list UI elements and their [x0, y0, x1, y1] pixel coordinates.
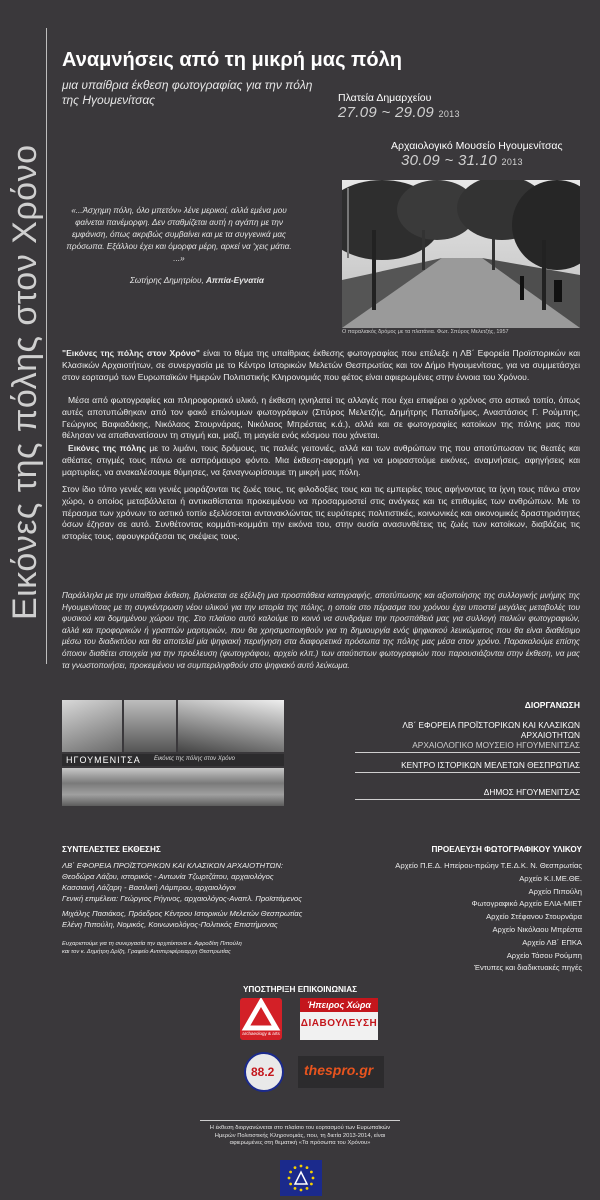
source-item: Έντυπες και διαδικτυακές πηγές — [473, 963, 582, 973]
logo-1-text: archaeology & arts — [242, 1031, 280, 1036]
venue-2-dates: 30.09 ~ 31.10 2013 — [401, 152, 523, 169]
quote-text: «...Άσχημη πόλη, όλο μπετόν» λένε μερικοί, αλλά εμένα μου φαίνεται πανέμορφη. Δεν σταθμίζεται αυτή η αγάπη με την εμφάνιση, όπως ακριβώς συμβαίνει και με τα συγγενικά μας πρόσωπα. Εξάλλου έχει και όμορφα μέρη, αρκεί να 'χεις μάτια. ...» — [66, 206, 292, 263]
paragraph-2: Μέσα από φωτογραφίες και πληροφοριακό υλικό, η έκθεση ιχνηλατεί τις αλλαγές που έχει επιφέρει ο χρόνος στο αστικό τοπίο, όπως αυτές αποτυπώθηκαν από τον φακό επώνυμων φωτογράφων (Σπύρος Μελετζής, Δημήτρης Παπαδήμος, Αναστάσιος Γ. Ρούμπης, Γεώργιος Βαφιαδάκης, Νικόλαος Στουρνάρας, Νικόλαος Μπρέστας κ.ά.), αλλά και σε φωτογραφίες κατοίκων της πόλης μας που θέλησαν να απαθανατίσουν τη στιγμή και, μαζί, τη μαγεία ενός κόσμου που χάνεται. — [62, 395, 580, 441]
support-heading: ΥΠΟΣΤΗΡΙΞΗ ΕΠΙΚΟΙΝΩΝΙΑΣ — [242, 985, 358, 994]
paragraph-3: Εικόνες της πόλης με το λιμάνι, τους δρόμους, τις παλιές γειτονιές, αλλά και των ανθρώπων της που αποτύπωσαν τις θεατές και αθέατες στιγμές τους πάνω σε ασπρόμαυρο φόντο. Μια έκθεση-αφορμή για να μοιραστούμε εικόνες, αναμνήσεις, αφηγήσεις και μαρτυρίες, να ανακαλέσουμε θύμησες, να ξαναγνωρίσουμε τη μικρή μας πόλη. — [62, 443, 581, 477]
source-item: Αρχείο Κ.Ι.ΜΕ.ΘΕ. — [519, 873, 582, 883]
eu-stars-icon — [280, 1160, 322, 1196]
paragraph-5: Παράλληλα με την υπαίθρια έκθεση, βρίσκεται σε εξέλιξη μια προσπάθεια καταγραφής, αποτύπωσης και αξιοποίησης της συλλογικής μνήμης της Ηγουμενίτσας με τη συγκέντρωση νέου υλικού για την ιστορία της πόλης, η οποία στο πέρασμα του χρόνου έχει υποστεί μεγάλες μεταβολές του φυσικού και δομημένου χώρου της. Στο πλαίσιο αυτό καλούμε το κοινό να συνδράμει την προσπάθειά μας για συλλογή παλιών φωτογραφιών, αλλά και προφορικών ή γραπτών μαρτυριών, που θα χρησιμοποιηθούν για τη δημιουργία ενός ψηφιακού λευκώματος που θα είναι διαθέσιμο μέσω του διαδικτύου και θα αποτελεί μία ψηφιακή περιήγηση στα διαφορετικά πρόσωπα της πόλης μας μέσα στον χρόνο. Παρακαλούμε επίσης όποιον διαθέτει στοιχεία για την προέλευση (φωτογράφου, αρχείο κλπ.) των αταύτιστων φωτογραφιών που παρουσιάζονται στην έκθεση, να μας τα γνωστοποιήσει, προκειμένου να συμπεριληφθούν στο ψηφιακό αυτό λεύκωμα. — [62, 591, 580, 670]
thumbnail-collage — [62, 700, 284, 806]
photo-caption: Ο παραλιακός δρόμος με τα πλατάνια. Φωτ. Σπύρος Μελετζής, 1957 — [342, 329, 509, 335]
credits-heading: ΣΥΝΤΕΛΕΣΤΕΣ ΕΚΘΕΣΗΣ — [62, 845, 161, 854]
source-item: Αρχείο Π.Ε.Δ. Ηπείρου-πρώην Τ.Ε.Δ.Κ. Ν. Θεσπρωτίας — [395, 861, 582, 870]
thumb-caption-bar — [62, 754, 284, 766]
source-item: Αρχείο Νικόλαου Μπρέστα — [492, 924, 582, 934]
venue-1 — [338, 92, 460, 121]
vertical-divider — [46, 28, 47, 664]
venue-1-name: Πλατεία Δημαρχείου — [338, 92, 432, 104]
source-item: Αρχείο Στέφανου Στουρνάρα — [486, 912, 582, 922]
paragraph-4: Στον ίδιο τόπο γενιές και γενιές μοιράζονται τις ζωές τους, τις φιλοδοξίες τους και τις εμπειρίες τους αφήνοντας τα ίχνη τους πάνω στον χώρο, ο οποίος μεταβάλλεται ή αντικαθίσταται προκειμένου να προσαρμοστεί στις ανάγκες και τις επιθυμίες των ανθρώπων. Με το πέρασμα των χρόνων το αστικό τοπίο εξελίσσεται αντανακλώντας τις ευρύτερες πολιτιστικές, κοινωνικές και οικονομικές δραστηριότητες όσων έζησαν σε αυτό. Συνθέτοντας κομμάτι-κομμάτι την εικόνα του, στην ουσία ανασυνθέτεις τις ζωές των κατοίκων, διαβάζεις τις ιστορίες τους, αφουγκράζεσαι τις σκέψεις τους. — [62, 484, 580, 542]
credits-line: Κασσιανή Λάζαρη - Βασιλική Λάμπρου, αρχαιολόγοι — [62, 883, 236, 892]
thumb-caption: ΗΓΟΥΜΕΝΙΤΣΑ — [66, 755, 141, 765]
source-item: Αρχείο ΛΒ΄ ΕΠΚΑ — [522, 937, 582, 947]
logo-2-text-a: Ήπειρος Χώρα — [300, 998, 378, 1012]
radio-882-logo — [244, 1052, 284, 1092]
organization-1-name: ΛΒ΄ ΕΦΟΡΕΙΑ ΠΡΟΪΣΤΟΡΙΚΩΝ ΚΑΙ ΚΛΑΣΙΚΩΝ ΑΡΧΑΙΟΤΗΤΩΝ — [402, 720, 580, 740]
thumb-photo-3 — [178, 700, 284, 752]
thumb-photo-1 — [62, 700, 122, 752]
paragraph-1: "Εικόνες της πόλης στον Χρόνο" είναι το θέμα της υπαίθριας έκθεσης φωτογραφίας που επέλεξε η ΛΒ΄ Εφορεία Προϊστορικών και Κλασικών Αρχαιοτήτων, σε συνεργασία με το Κέντρο Ιστορικών Μελετών Θεσπρωτίας και τον Δήμο Ηγουμενίτσας, για να συμμετάσχει στον εορτασμό των Ευρωπαϊκών Ημερών Πολιτιστικής Κληρονομιάς που φέτος είναι αφιερωμένες στην έννοια του Χρόνου. — [62, 348, 580, 382]
organization-1 — [355, 720, 580, 753]
footer-divider — [200, 1120, 400, 1121]
credits-line: Ελένη Πιπούλη, Νομικός, Κοινωνιολόγος-Πολιτικός Επιστήμονας — [62, 920, 278, 929]
vertical-title: Εικόνες της πόλης στον Χρόνο — [6, 144, 44, 620]
page-subtitle: μια υπαίθρια έκθεση φωτογραφίας για την πόλη της Ηγουμενίτσας — [62, 78, 313, 107]
thanks-block — [62, 940, 362, 956]
page-title: Αναμνήσεις από τη μικρή μας πόλη — [62, 49, 402, 71]
footer-note: Η έκθεση διοργανώνεται στο πλαίσιο του εορτασμού των Ευρωπαϊκών Ημερών Πολιτιστικής Κληρονομιάς, που, τη διετία 2013-2014, είναι αφιερωμένες στη θεματική «Τα πρόσωπα του Χρόνου» — [209, 1125, 391, 1147]
ipeiros-xora-logo — [300, 998, 378, 1040]
organization-1-sub: ΑΡΧΑΙΟΛΟΓΙΚΟ ΜΟΥΣΕΙΟ ΗΓΟΥΜΕΝΙΤΣΑΣ — [412, 740, 580, 750]
thanks-line: και τον κ. Δημήτρη Δρίζη, Γραφείο Αντιπεριφέρειαρχη Θεσπρωτίας — [62, 949, 231, 955]
credits-line: Γενική επιμέλεια: Γεώργιος Ρήγινος, αρχαιολόγος-Αναπλ. Προϊστάμενος — [62, 894, 302, 903]
source-item: Αρχείο Τάσου Ρούμπη — [506, 950, 582, 960]
logo-4-text: thespro.gr — [304, 1062, 374, 1078]
credits-line: ΛΒ΄ ΕΦΟΡΕΙΑ ΠΡΟΪΣΤΟΡΙΚΩΝ ΚΑΙ ΚΛΑΣΙΚΩΝ ΑΡΧΑΙΟΤΗΤΩΝ: — [62, 861, 284, 870]
venue-1-dates: 27.09 ~ 29.09 2013 — [338, 104, 460, 121]
credits-block-2 — [62, 908, 362, 930]
logo-2-text-b: ΔΙΑΒΟΥΛΕΥΣΗ — [300, 1018, 378, 1029]
venue-2-name: Αρχαιολογικό Μουσείο Ηγουμενίτσας — [391, 140, 563, 152]
organization-2: ΚΕΝΤΡΟ ΙΣΤΟΡΙΚΩΝ ΜΕΛΕΤΩΝ ΘΕΣΠΡΩΤΙΑΣ — [355, 760, 580, 773]
archaeology-arts-logo — [240, 998, 282, 1040]
organization-heading: ΔΙΟΡΓΑΝΩΣΗ — [524, 700, 580, 710]
triangle-a-icon — [240, 998, 282, 1032]
venue-2 — [391, 140, 581, 169]
credits-block — [62, 860, 362, 904]
source-item: Φωτογραφικό Αρχείο ΕΛΙΑ-ΜΙΕΤ — [471, 899, 582, 909]
source-item: Αρχείο Πιπούλη — [528, 886, 582, 896]
logo-3-text: 88.2 — [251, 1065, 275, 1079]
sources-list — [330, 860, 582, 975]
main-photo — [342, 180, 580, 328]
thumb-photo-2 — [124, 700, 176, 752]
thumb-subcaption: Εικόνες της πόλης στον Χρόνο — [154, 756, 235, 762]
credits-line: Μιχάλης Πασιάκος, Πρόεδρος Κέντρου Ιστορικών Μελετών Θεσπρωτίας — [62, 909, 303, 918]
credits-line: Θεοδώρα Λάζου, ιστορικός - Αντωνία Τζωρτζάτου, αρχαιολόγος — [62, 872, 274, 881]
thanks-line: Ευχαριστούμε για τη συνεργασία την αρχιτέκτονα κ. Αφροδίτη Πιπούλη — [62, 941, 242, 947]
thespro-logo — [298, 1056, 384, 1088]
organization-3: ΔΗΜΟΣ ΗΓΟΥΜΕΝΙΤΣΑΣ — [355, 787, 580, 800]
eu-flag-logo — [280, 1160, 322, 1196]
thumb-photo-4 — [62, 768, 284, 806]
quote-author: Σωτήρης Δημητρίου, Αππία-Εγνατία — [129, 276, 264, 285]
sources-heading: ΠΡΟΕΛΕΥΣΗ ΦΩΤΟΓΡΑΦΙΚΟΥ ΥΛΙΚΟΥ — [431, 845, 582, 854]
tree-road-photo-image — [342, 180, 580, 328]
